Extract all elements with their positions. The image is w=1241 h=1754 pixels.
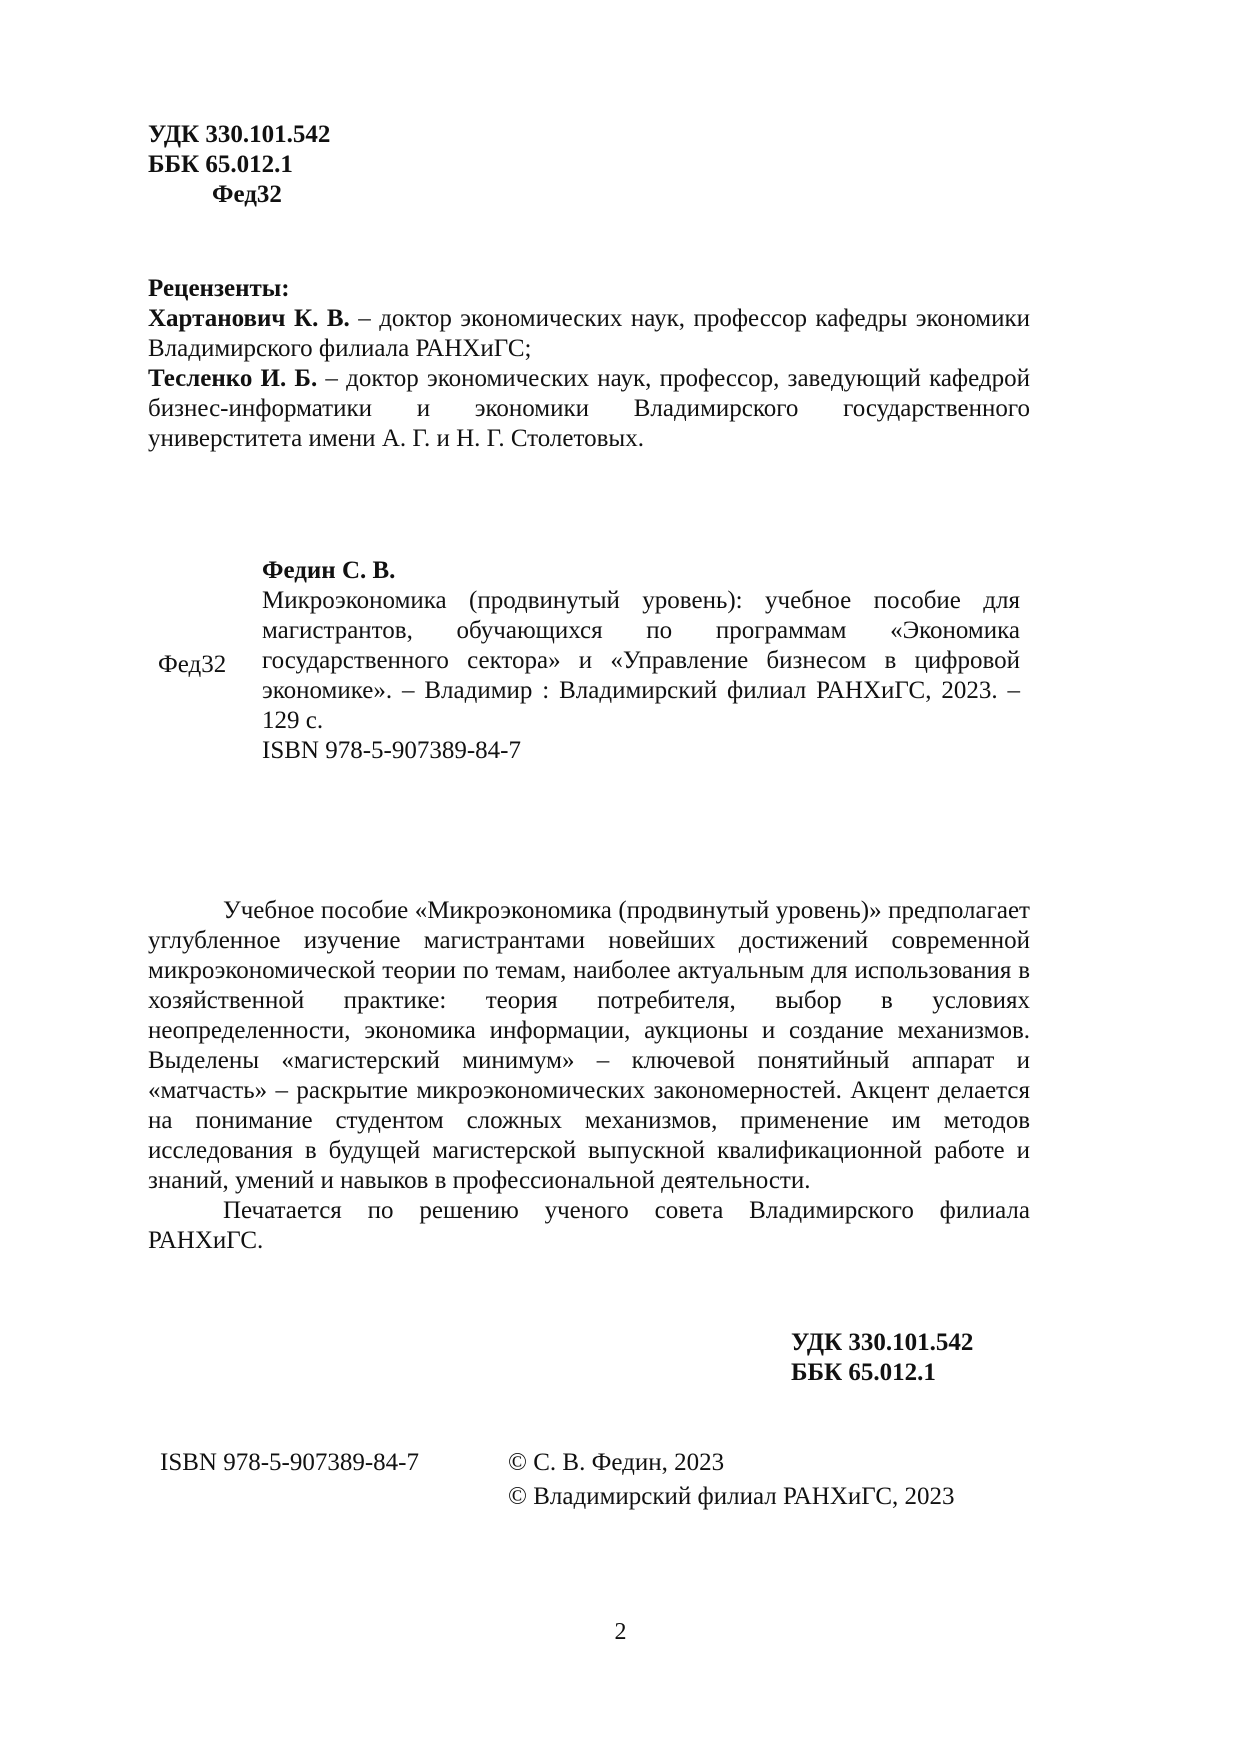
classification-top [148,120,330,210]
biblio-author-mark: Фед32 [158,651,227,678]
copyright-author: © С. В. Федин, 2023 [508,1449,725,1476]
reviewer-entry [148,364,1030,454]
reviewer-entry [148,304,1030,364]
reviewer-description: – доктор экономических наук, профессор, заведующий кафедрой бизнес-информатики и экономики Владимирского государственного универститета имени А. Г. и Н. Г. Столетовых. [148,365,1030,452]
reviewer-name: Хартанович К. В. [148,305,350,332]
bibliographic-record [262,556,1020,766]
biblio-author: Федин С. В. [262,557,396,584]
reviewer-description: – доктор экономических наук, профессор кафедры экономики Владимирского филиала РАНХиГС; [148,305,1030,362]
bbk-code: ББК 65.012.1 [791,1359,936,1386]
udk-code: УДК 330.101.542 [148,121,331,148]
classification-bottom [791,1328,973,1388]
bbk-code: ББК 65.012.1 [148,151,293,178]
reviewers-heading: Рецензенты: [148,275,290,302]
udk-code: УДК 330.101.542 [791,1329,974,1356]
annotation-paragraph: Учебное пособие «Микроэкономика (продвинутый уровень)» предполагает углубленное изучение магистрантами новейших достижений современной микроэкономической теории по темам, наиболее актуальным для использования в хозяйственной практике: теория потребителя, выбор в условиях неопределенности, экономика информации, аукционы и создание механизмов. Выделены «магистерский минимум» – ключевой понятийный аппарат и «матчасть» – раскрытие микроэкономических закономерностей. Акцент делается на понимание студентом сложных механизмов, применение им методов исследования в будущей магистерской выпускной квалификационной работе и знаний, умений и навыков в профессиональной деятельности. [148,897,1030,1194]
annotation [148,896,1030,1256]
annotation-paragraph: Печатается по решению ученого совета Владимирского филиала РАНХиГС. [148,1197,1030,1254]
reviewer-name: Тесленко И. Б. [148,365,318,392]
imprint-isbn: ISBN 978-5-907389-84-7 [160,1449,420,1476]
copyright-publisher: © Владимирский филиал РАНХиГС, 2023 [508,1483,955,1510]
reviewers-section [148,274,1030,454]
author-mark: Фед32 [212,181,282,208]
biblio-isbn: ISBN 978-5-907389-84-7 [262,737,522,764]
copyrights [508,1448,955,1516]
biblio-description: Микроэкономика (продвинутый уровень): учебное пособие для магистрантов, обучающихся по программам «Экономика государственного сектора» и «Управление бизнесом в цифровой экономике». – Владимир : Владимирский филиал РАНХиГС, 2023. – 129 с. [262,587,1020,734]
page-number: 2 [614,1619,627,1645]
